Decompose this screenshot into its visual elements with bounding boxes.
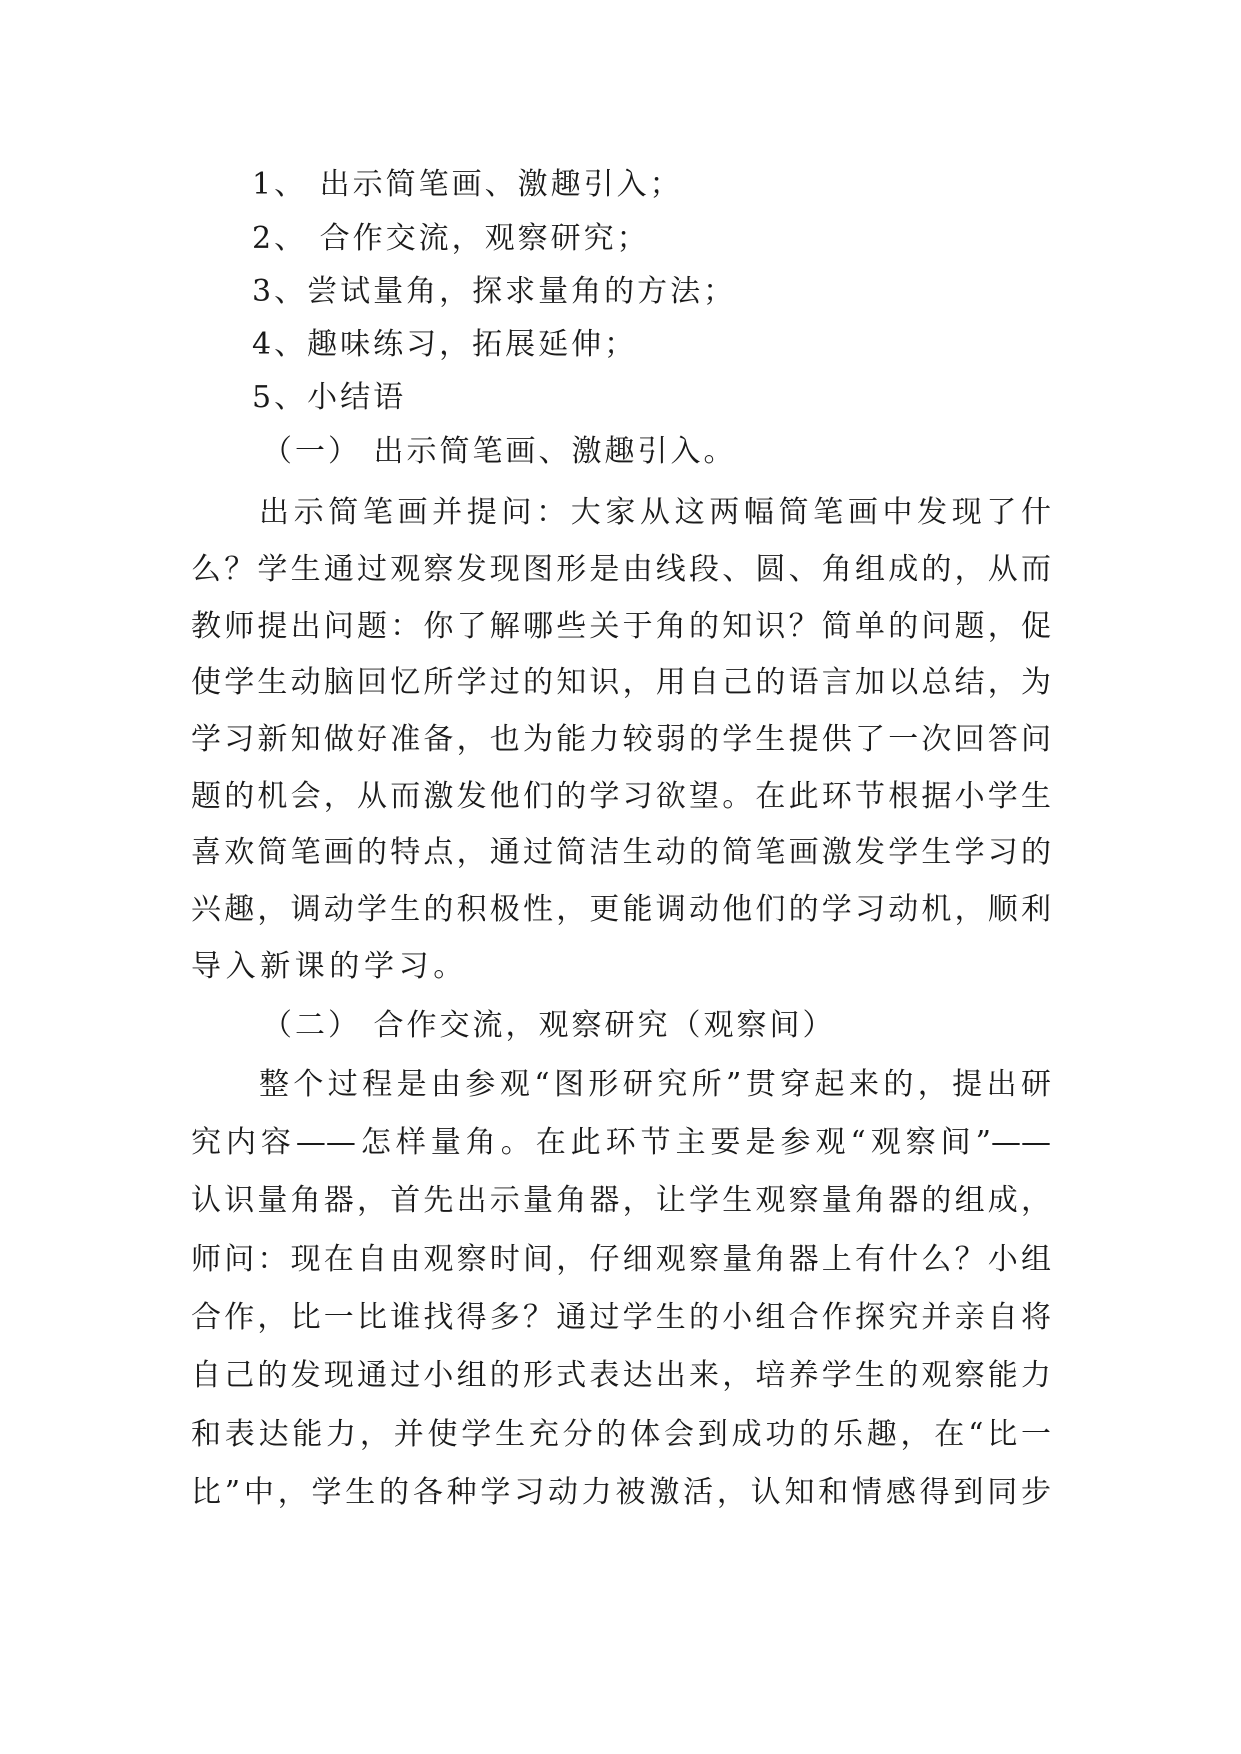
section-1-paragraph-line: 出示简笔画并提问：大家从这两幅简笔画中发现了什 xyxy=(259,495,1051,530)
outline-item-3: 3、尝试量角，探求量角的方法； xyxy=(252,274,737,309)
section-1-paragraph-line: 教师提出问题：你了解哪些关于角的知识？简单的问题，促 xyxy=(191,609,1051,644)
section-1-paragraph-line: 么？学生通过观察发现图形是由线段、圆、角组成的，从而 xyxy=(191,552,1051,587)
section-1-heading: （一） 出示简笔画、激趣引入。 xyxy=(262,434,737,469)
outline-item-5: 5、小结语 xyxy=(252,380,407,415)
outline-item-1: 1、 出示简笔画、激趣引入； xyxy=(252,167,683,202)
section-2-heading: （二） 合作交流，观察研究（观察间） xyxy=(262,1008,836,1043)
section-1-paragraph-line: 学习新知做好准备，也为能力较弱的学生提供了一次回答问 xyxy=(191,722,1051,757)
section-2-paragraph-line: 认识量角器，首先出示量角器，让学生观察量角器的组成， xyxy=(191,1183,1051,1218)
section-2-paragraph-line: 合作，比一比谁找得多？通过学生的小组合作探究并亲自将 xyxy=(191,1300,1051,1335)
section-2-paragraph-line: 和表达能力，并使学生充分的体会到成功的乐趣，在“比一 xyxy=(191,1417,1051,1452)
outline-item-4: 4、趣味练习，拓展延伸； xyxy=(252,327,638,362)
section-2-paragraph-line: 整个过程是由参观“图形研究所”贯穿起来的，提出研 xyxy=(259,1067,1051,1102)
section-1-paragraph-line: 导入新课的学习。 xyxy=(191,949,468,984)
section-2-paragraph-line: 自己的发现通过小组的形式表达出来，培养学生的观察能力 xyxy=(191,1358,1051,1393)
section-2-paragraph-line: 究内容——怎样量角。在此环节主要是参观“观察间”—— xyxy=(191,1125,1051,1160)
section-2-paragraph-line: 比”中，学生的各种学习动力被激活，认知和情感得到同步 xyxy=(191,1475,1051,1510)
section-1-paragraph-line: 兴趣，调动学生的积极性，更能调动他们的学习动机，顺利 xyxy=(191,892,1051,927)
outline-item-2: 2、 合作交流，观察研究； xyxy=(252,221,650,256)
section-1-paragraph-line: 使学生动脑回忆所学过的知识，用自己的语言加以总结，为 xyxy=(191,665,1051,700)
section-2-paragraph-line: 师问：现在自由观察时间，仔细观察量角器上有什么？小组 xyxy=(191,1242,1051,1277)
section-1-paragraph-line: 喜欢简笔画的特点，通过简洁生动的简笔画激发学生学习的 xyxy=(191,835,1051,870)
section-1-paragraph-line: 题的机会，从而激发他们的学习欲望。在此环节根据小学生 xyxy=(191,779,1051,814)
